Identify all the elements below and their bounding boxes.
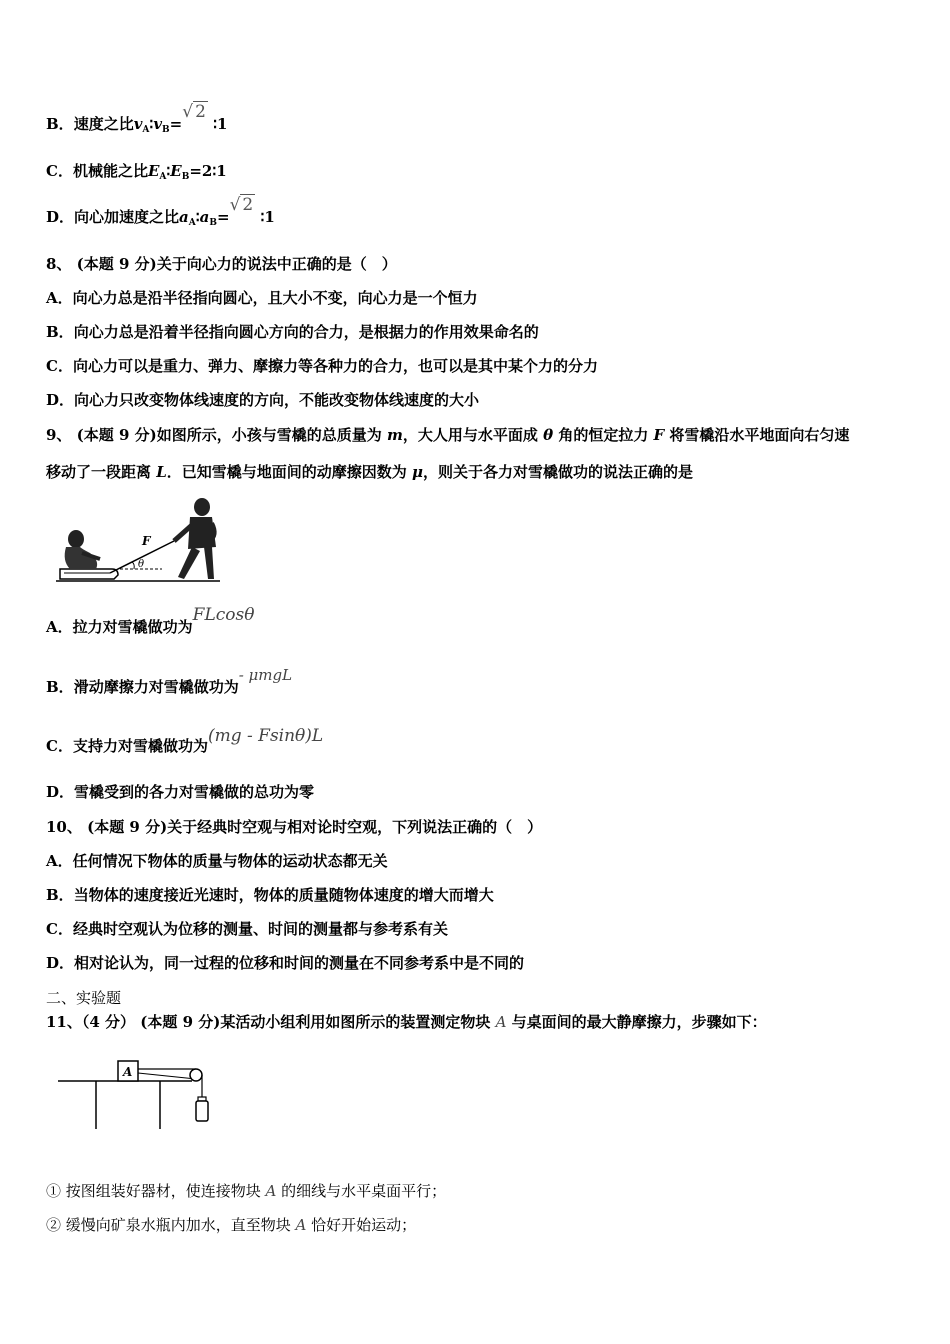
q9-option-d: D．雪橇受到的各力对雪橇做的总功为零 [46,783,315,801]
q10-option-c: C．经典时空观认为位移的测量、时间的测量都与参考系有关 [46,920,448,938]
angle-label: θ [138,559,145,570]
section-heading: 二、实验题 [46,989,122,1007]
q10-option-d: D．相对论认为，同一过程的位移和时间的测量在不同参考系中是不同的 [46,954,525,972]
force-label: F [142,534,151,548]
q7-option-b: B．速度之比$v_A∶v_B=√$ 2 ∶1 [46,102,228,135]
pulley-figure [56,1055,216,1135]
q9-stem-line1: 9、 (本题 9 分)如图所示，小孩与雪橇的总质量为 m，大人用与水平面成 θ 角的恒定拉力 F 将雪橇沿水平地面向右匀速 [46,426,850,444]
q11-step2: ② 缓慢向矿泉水瓶内加水，直至物块 A 恰好开始运动； [46,1216,417,1234]
q8-stem: 8、 (本题 9 分)关于向心力的说法中正确的是（ ） [46,255,397,273]
formula-c: (mg - Fsinθ)L [207,726,324,746]
q11-step1: ① 按图组装好器材，使连接物块 A 的细线与水平桌面平行； [46,1182,447,1200]
sqrt-symbol: √ 2 [182,102,206,122]
q10-option-b: B．当物体的速度接近光速时，物体的质量随物体速度的增大而增大 [46,886,494,904]
q10-option-a: A．任何情况下物体的质量与物体的运动状态都无关 [46,852,388,870]
q9-stem-line2: 移动了一段距离 L．已知雪橇与地面间的动摩擦因数为 μ，则关于各力对雪橇做功的说法正确的是 [46,463,694,481]
formula-b: - μmgL [238,666,293,684]
q8-option-c: C．向心力可以是重力、弹力、摩擦力等各种力的合力，也可以是其中某个力的分力 [46,357,598,375]
q10-stem: 10、 (本题 9 分)关于经典时空观与相对论时空观，下列说法正确的（ ） [46,818,543,836]
block-label: A [123,1065,133,1079]
sled-figure [52,495,222,587]
q8-option-b: B．向心力总是沿着半径指向圆心方向的合力，是根据力的作用效果命名的 [46,323,539,341]
q8-option-a: A．向心力总是沿半径指向圆心，且大小不变，向心力是一个恒力 [46,289,478,307]
q11-stem: 11、（4 分） (本题 9 分)某活动小组利用如图所示的装置测定物块 A 与桌面间的最大静摩擦力，步骤如下： [46,1013,767,1031]
q8-option-d: D．向心力只改变物体线速度的方向，不能改变物体线速度的大小 [46,391,480,409]
q9-option-c: C．支持力对雪橇做功为(mg - Fsinθ)L [46,726,324,755]
q9-option-b: B．滑动摩擦力对雪橇做功为- μmgL [46,666,293,696]
q9-option-a: A．拉力对雪橇做功为FLcosθ [46,605,255,636]
sqrt-symbol: √ 2 [229,195,254,215]
q7-option-d: D．向心加速度之比$a_A∶a_B=√$ 2 ∶1 [46,195,275,228]
formula-a: FLcosθ [192,605,255,625]
q7-option-c: C．机械能之比$E_A∶E_B=2∶1$ [46,162,227,182]
